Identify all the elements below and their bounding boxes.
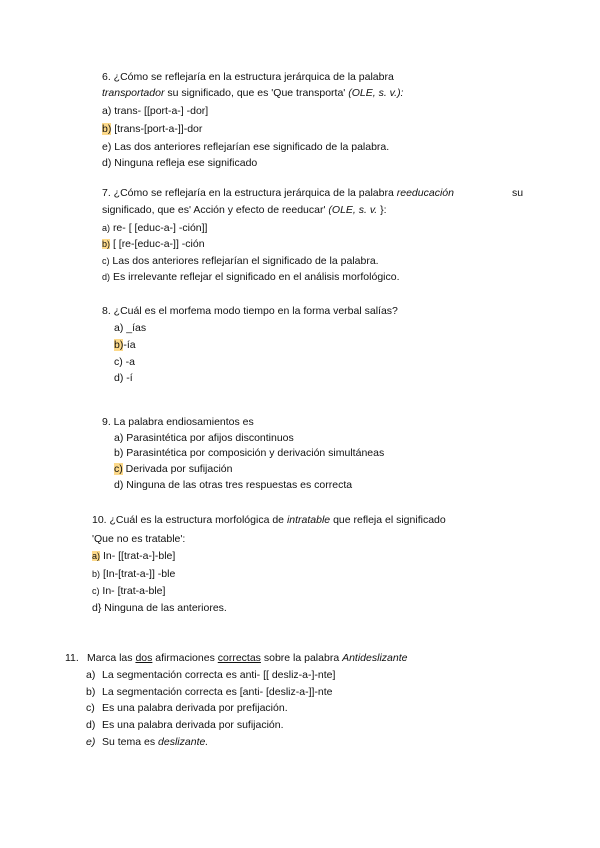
q6-option-b-highlight: b) — [102, 123, 112, 135]
q7-option-c[interactable]: c) Las dos anteriores reflejarían el significado de la palabra. — [102, 255, 379, 267]
q10-option-c[interactable]: c) In- [trat-a-ble] — [92, 585, 166, 597]
q9-stem: 9. La palabra endiosamientos es — [102, 416, 254, 428]
q7-line1 — [102, 186, 454, 200]
q7-line2: significado, que es' Acción y efecto de reeducar' (OLE, s. v. }: — [102, 204, 387, 216]
q11-word: Antideslizante — [342, 652, 408, 664]
q10-stem: 10. ¿Cuál es la estructura morfológica de — [92, 514, 285, 526]
q8-option-b-highlight: b) — [114, 339, 124, 351]
q8-stem: 8. ¿Cuál es el morfema modo tiempo en la forma verbal salías? — [102, 305, 398, 317]
q9-option-c-highlight: c) — [114, 463, 123, 475]
q11-option-c-label: c) — [86, 702, 95, 714]
q11-number: 11. — [65, 652, 79, 664]
q7-option-b-highlight: b) — [102, 239, 111, 249]
q10-word: intratable — [286, 514, 331, 526]
q7-stem: 7. ¿Cómo se reflejaría en la estructura jerárquica de la palabra — [102, 187, 394, 199]
q7-option-d[interactable]: d) Es irrelevante reflejar el significado en el análisis morfológico. — [102, 271, 400, 283]
q11-stem: Marca las dos afirmaciones correctas sobre la palabra Antideslizante — [87, 652, 408, 664]
q7-line1-end: su — [512, 187, 524, 199]
q10-option-a-highlight: a) — [92, 551, 101, 561]
q6-option-c[interactable]: e) Las dos anteriores reflejarían ese significado de la palabra. — [102, 141, 390, 153]
q7-option-b[interactable]: b) [ [re-[educ-a-]] -ción — [102, 238, 205, 250]
q7-option-a[interactable]: a) re- [ [educ-a-] -ción]] — [102, 222, 208, 234]
q6-source: (OLE, s. v.): — [348, 87, 404, 99]
q7-source: (OLE, s. v. — [328, 204, 378, 216]
q11-option-d-label: d) — [86, 719, 96, 731]
q9-option-d[interactable]: d) Ninguna de las otras tres respuestas es correcta — [114, 479, 353, 491]
q10-option-d[interactable]: d} Ninguna de las anteriores. — [92, 602, 227, 614]
q9-option-c[interactable]: c) Derivada por sufijación — [114, 463, 233, 475]
q8-option-d[interactable]: d) -í — [114, 372, 133, 384]
q6-stem: 6. ¿Cómo se reflejaría en la estructura jerárquica de la palabra — [102, 71, 394, 83]
q11-option-a-label: a) — [86, 669, 96, 681]
q11-option-c[interactable]: Es una palabra derivada por prefijación. — [102, 702, 288, 714]
q6-word: transportador — [102, 87, 165, 99]
q11-option-b-label: b) — [86, 686, 96, 698]
q10-option-b[interactable]: b) [In-[trat-a-]] -ble — [92, 568, 176, 580]
q11-option-d[interactable]: Es una palabra derivada por sufijación. — [102, 719, 284, 731]
q11-option-b[interactable]: La segmentación correcta es [anti- [desliz-a-]]-nte — [102, 686, 333, 698]
q6-line1 — [102, 70, 394, 84]
q6-stem-cont: su significado, que es 'Que transporta' — [164, 87, 346, 99]
q6-option-d[interactable]: d) Ninguna refleja ese significado — [102, 157, 258, 169]
q11-option-e[interactable]: Su tema es deslizante. — [102, 736, 209, 748]
q7-word: reeducación — [396, 187, 454, 199]
q10-option-a[interactable]: a) In- [[trat-a-]-ble] — [92, 550, 176, 562]
q9-option-a[interactable]: a) Parasintética por afijos discontinuos — [114, 432, 294, 444]
q11-option-e-label: e) — [86, 736, 96, 748]
q6-option-b[interactable]: b) [trans-[port-a-]]-dor — [102, 123, 203, 135]
q6-option-a[interactable]: a) trans- [[port-a-] -dor] — [102, 105, 209, 117]
q10-line2: 'Que no es tratable': — [92, 533, 186, 545]
q9-option-b[interactable]: b) Parasintética por composición y derivación simultáneas — [114, 447, 385, 459]
q8-option-c[interactable]: c) -a — [114, 356, 135, 368]
q8-option-b[interactable]: b)-ía — [114, 339, 136, 351]
q11-option-a[interactable]: La segmentación correcta es anti- [[ desliz-a-]-nte] — [102, 669, 336, 681]
q10-line1: 10. ¿Cuál es la estructura morfológica de intratable que refleja el significado — [92, 514, 446, 526]
q7-stem-cont: significado, que es' Acción y efecto de reeducar' — [102, 204, 326, 216]
q8-option-a[interactable]: a) _ías — [114, 322, 147, 334]
q6-line2 — [102, 86, 403, 100]
